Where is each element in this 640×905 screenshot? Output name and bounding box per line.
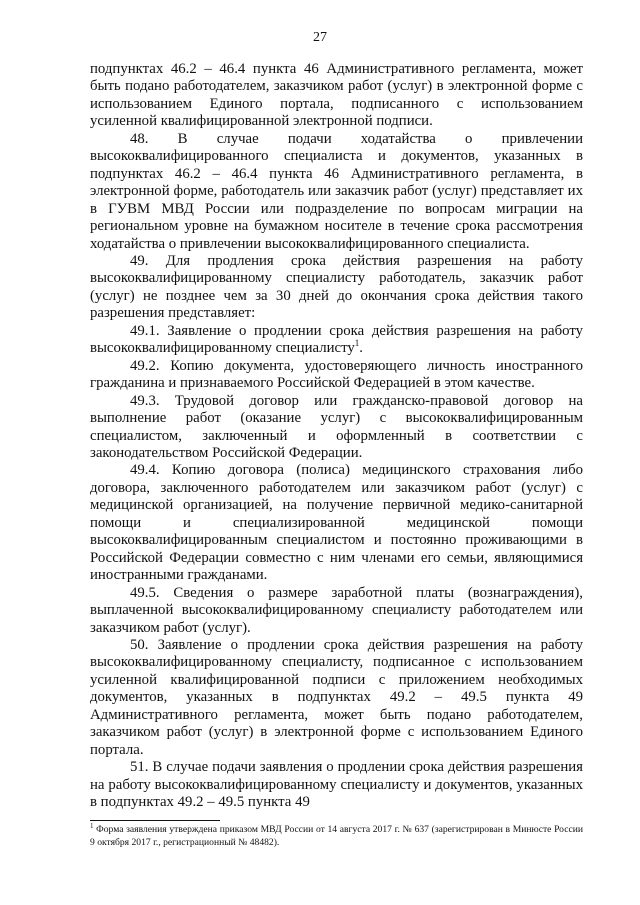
paragraph-p49-1 — [90, 323, 583, 358]
paragraph-p49 — [90, 253, 583, 323]
paragraph-text: 50. Заявление о продлении срока действия разрешения на работу высококвалифицированному специалисту, подписанное с использованием усиленной квалифицированной подписи с приложением необходимых документов, указанных в подпунктах 49.2 – 49.5 пункта 49 Административного регламента, может быть подано работодателем, заказчиком работ (услуг) в электронной форме с использованием Единого портала. — [90, 636, 583, 758]
footnote-reference: 1 — [354, 338, 360, 349]
page-number: 27 — [313, 30, 327, 45]
paragraph-text: 49.1. Заявление о продлении срока действия разрешения на работу высококвалифицированному специалисту — [90, 322, 583, 357]
footnote — [90, 821, 583, 849]
paragraph-text: 49. Для продления срока действия разрешения на работу высококвалифицированному специалисту работодатель, заказчик работ (услуг) не позднее чем за 30 дней до окончания срока действия такого разрешения представляет: — [90, 252, 583, 322]
footnote-divider — [90, 820, 220, 821]
footnote-marker: 1 — [90, 821, 94, 830]
paragraph-p49-3 — [90, 393, 583, 463]
paragraph-text: подпунктах 46.2 – 46.4 пункта 46 Административного регламента, может быть подано работодателем, заказчиком работ (услуг) в электронной форме с использованием Единого портала, подписанного с использованием усиленной квалифицированной электронной подписи. — [90, 61, 583, 130]
paragraph-p48 — [90, 131, 583, 253]
footnote-text: Форма заявления утверждена приказом МВД России от 14 августа 2017 г. № 637 (зарегистрирован в Минюсте России 9 октября 2017 г., регистрационный № 48482). — [90, 824, 583, 848]
paragraph-p49-4 — [90, 462, 583, 584]
document-body — [90, 61, 583, 811]
paragraph-text: 49.4. Копию договора (полиса) медицинского страхования либо договора, заключенного работодателем или заказчиком работ (услуг) с медицинской организацией, на получение первичной медико-санитарной помощи и специализированной медицинской помощи высококвалифицированным специалистом и постоянно проживающими в Российской Федерации совместно с ним членами его семьи, являющимися иностранными гражданами. — [90, 462, 583, 584]
paragraph-text: 49.5. Сведения о размере заработной платы (вознаграждения), выплаченной высококвалифицированному специалисту работодателем или заказчиком работ (услуг). — [90, 584, 583, 636]
paragraph-text: 49.3. Трудовой договор или гражданско-правовой договор на выполнение работ (оказание услуг) с высококвалифицированным специалистом, заключенный и оформленный в соответствии с законодательством Российской Федерации. — [90, 392, 583, 461]
paragraph-p49-2 — [90, 358, 583, 393]
paragraph-trailing: . — [359, 340, 363, 357]
paragraph-p46-cont — [90, 61, 583, 131]
paragraph-p49-5 — [90, 585, 583, 637]
paragraph-text: 51. В случае подачи заявления о продлении срока действия разрешения на работу высококвалифицированному специалисту и документов, указанных в подпунктах 49.2 – 49.5 пункта 49 — [90, 759, 583, 811]
paragraph-text: 49.2. Копию документа, удостоверяющего личность иностранного гражданина и признаваемого Российской Федерацией в этом качестве. — [90, 357, 583, 392]
paragraph-text: 48. В случае подачи ходатайства о привлечении высококвалифицированного специалиста и документов, указанных в подпунктах 46.2 – 46.4 пункта 46 Административного регламента, в электронной форме, работодатель или заказчик работ (услуг) представляет их в ГУВМ МВД России или подразделение по вопросам миграции на региональном уровне на бумажном носителе в течение срока рассмотрения ходатайства о привлечении высококвалифицированного специалиста. — [90, 130, 583, 252]
paragraph-p51 — [90, 759, 583, 811]
paragraph-p50 — [90, 637, 583, 759]
